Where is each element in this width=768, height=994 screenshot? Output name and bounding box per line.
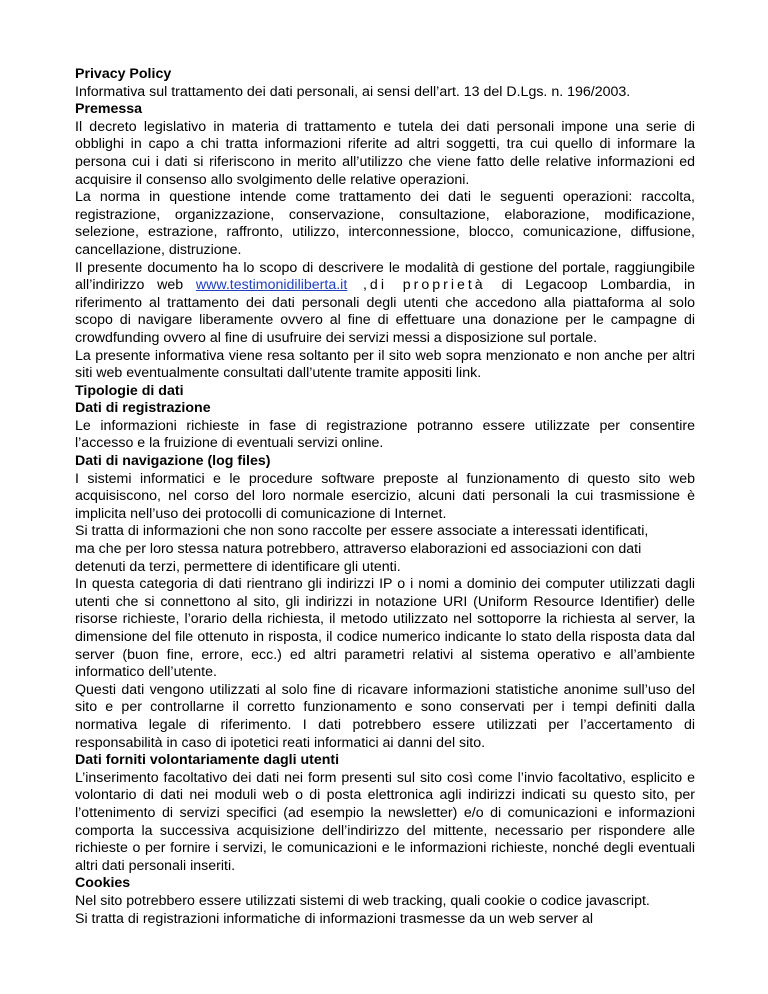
paragraph: Questi dati vengono utilizzati al solo fine di ricavare informazioni statistiche anonime sull’uso del sito e per controllarne il corretto funzionamento e sono conservati per i tempi definiti dalla normativa legale di riferimento. I dati potrebbero essere utilizzati per l’accertamento di responsabilità in caso di ipotetici reati informatici ai danni del sito. [75, 681, 695, 751]
paragraph: La presente informativa viene resa soltanto per il sito web sopra menzionato e non anche per altri siti web eventualmente consultati dall’utente tramite appositi link. [75, 347, 695, 382]
website-link[interactable]: www.testimonidiliberta.it [195, 277, 348, 294]
paragraph-with-link [75, 260, 695, 348]
paragraph: In questa categoria di dati rientrano gli indirizzi IP o i nomi a dominio dei computer utilizzati dagli utenti che si connettono al sito, gli indirizzi in notazione URI (Uniform Resource Identifier) delle risorse richieste, l’orario della richiesta, il metodo utilizzato nel sottoporre la richiesta al server, la dimensione del file ottenuto in risposta, il codice numerico indicante lo stato della risposta data dal server (buon fine, errore, ecc.) ed altri parametri relativi al sistema operativo e all’ambiente informatico dell’utente. [75, 576, 695, 681]
section-heading-premessa: Premessa [75, 101, 143, 118]
paragraph: Il decreto legislativo in materia di trattamento e tutela dei dati personali impone una serie di obblighi in capo a chi tratta informazioni riferite ad altri soggetti, tra cui quello di informare la persona cui i dati si riferiscono in merito all’utilizzo che viene fatto delle relative informazioni ed acquisire il consenso allo svolgimento delle relative operazioni. [75, 118, 695, 188]
paragraph: Si tratta di informazioni che non sono raccolte per essere associate a interessati identificati, [75, 523, 649, 540]
paragraph: I sistemi informatici e le procedure software preposte al funzionamento di questo sito web acquisiscono, nel corso del loro normale esercizio, alcuni dati personali la cui trasmissione è implicita nell’uso dei protocolli di comunicazione di Internet. [75, 470, 695, 522]
section-heading-registrazione: Dati di registrazione [75, 400, 211, 417]
document-title: Privacy Policy [75, 66, 172, 82]
document-subtitle: Informativa sul trattamento dei dati personali, ai sensi dell’art. 13 del D.Lgs. n. 196/2003. [75, 83, 631, 100]
section-heading-volontari: Dati forniti volontariamente dagli utenti [75, 752, 340, 769]
paragraph: La norma in questione intende come trattamento dei dati le seguenti operazioni: raccolta, registrazione, organizzazione, conservazione, consultazione, elaborazione, modificazione, selezione, estrazione, raffronto, utilizzo, interconnessione, blocco, comunicazione, diffusione, cancellazione, distruzione. [75, 189, 695, 258]
section-heading-cookies: Cookies [75, 875, 131, 892]
paragraph-text: di Legacoop Lombardia, in riferimento al trattamento dei dati personali degli utenti che accedono alla piattaforma al solo scopo di navigare liberamente ovvero al fine di effettuare una donazione per le campagne di crowdfunding ovvero al fine di usufruire dei servizi messi a disposizione sul portale. [75, 277, 696, 346]
paragraph: Le informazioni richieste in fase di registrazione potranno essere utilizzate per consentire l’accesso e la fruizione di eventuali servizi online. [75, 417, 695, 452]
paragraph: Nel sito potrebbero essere utilizzati sistemi di web tracking, quali cookie o codice javascript. [75, 892, 650, 909]
paragraph: ma che per loro stessa natura potrebbero, attraverso elaborazioni ed associazioni con dati detenuti da terzi, permettere di identificare gli utenti. [75, 541, 642, 575]
section-heading-tipologie: Tipologie di dati [75, 382, 184, 399]
paragraph-text: ,di proprietà [347, 277, 502, 294]
paragraph: L’inserimento facoltativo dei dati nei form presenti sul sito così come l’invio facoltativo, esplicito e volontario di dati nei moduli web o di posta elettronica agli indirizzi indicati su questo sito, per l’ottenimento di servizi specifici (ad esempio la newsletter) e/o di comunicazioni e informazioni comporta la successiva acquisizione dell’indirizzo del mittente, necessario per rispondere alle richieste o per fornire i servizi, le comunicazioni e le informazioni richieste, nonché degli eventuali altri dati personali inseriti. [75, 769, 695, 874]
paragraph-text: Il presente documento ha lo scopo di descrivere le modalità di gestione del portale, raggiungibile all’indirizzo web [75, 259, 695, 294]
paragraph: Si tratta di registrazioni informatiche di informazioni trasmesse da un web server al [75, 910, 594, 927]
document-page [75, 66, 695, 928]
section-heading-navigazione: Dati di navigazione (log files) [75, 453, 271, 470]
